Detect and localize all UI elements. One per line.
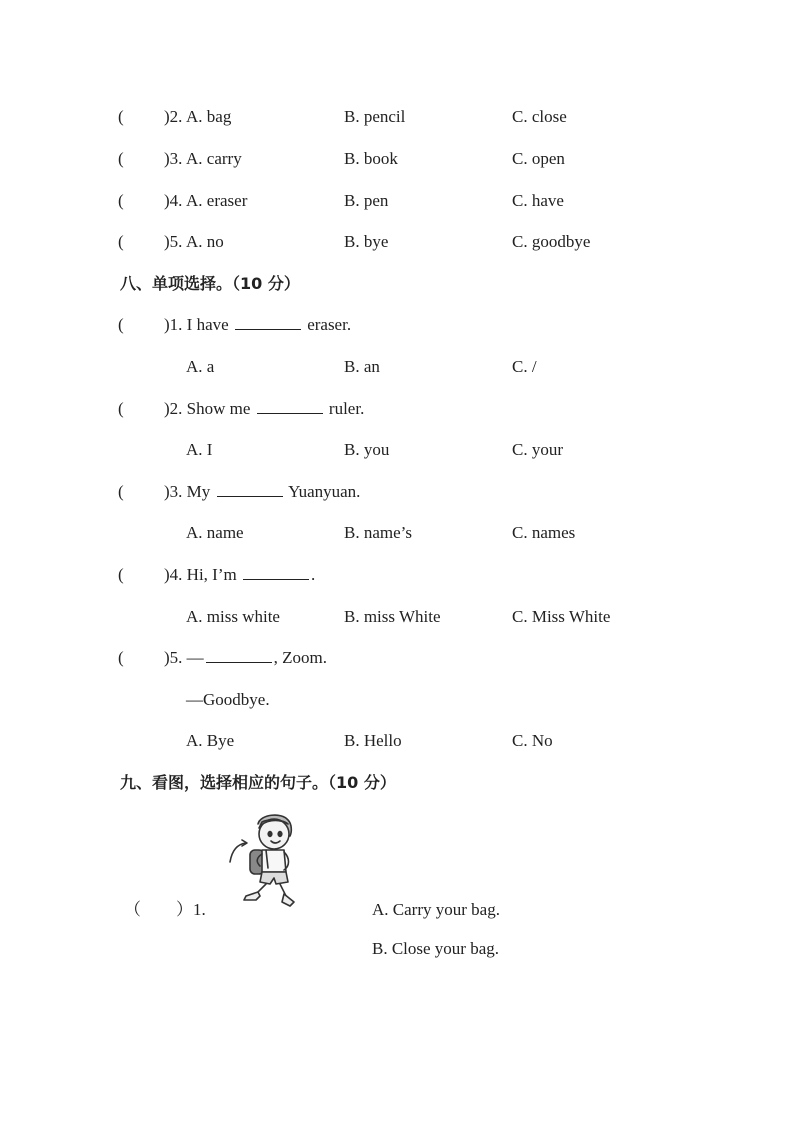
option-a: A. eraser [186, 191, 248, 210]
question-row [0, 189, 793, 213]
answer-paren: ( [118, 191, 124, 210]
sentence-start: Show me [186, 399, 251, 418]
option-a: A. miss white [186, 607, 280, 626]
question-sentence [164, 563, 315, 587]
options-row [0, 438, 793, 462]
answer-paren: （ [124, 900, 141, 919]
option-a: A. Carry your bag. [372, 900, 500, 919]
sentence-end: , Zoom. [273, 648, 328, 667]
option-c: C. / [512, 357, 537, 376]
question-number: )5. [164, 232, 183, 251]
option-b: B. Hello [344, 731, 402, 750]
sentence-start: I have [186, 315, 229, 334]
option-b: B. an [344, 357, 380, 376]
question-sentence [164, 480, 360, 504]
answer-paren: ( [118, 482, 124, 501]
question-sentence [164, 646, 327, 670]
fill-blank [235, 314, 301, 330]
question-number: )2. [164, 107, 183, 126]
option-c: C. your [512, 440, 563, 459]
option-b: B. Close your bag. [372, 939, 500, 958]
option-c: C. have [512, 191, 564, 210]
question-row [0, 105, 793, 129]
option-c: C. close [512, 107, 567, 126]
option-b: B. you [344, 440, 390, 459]
question-row [0, 147, 793, 171]
question-number: )5. [164, 648, 183, 667]
question-number: ）1. [176, 900, 206, 919]
option-b: B. book [344, 149, 398, 168]
options-row [0, 521, 793, 545]
option-a: A. no [186, 232, 224, 251]
picture-question-row [0, 898, 793, 922]
question-sentence [164, 397, 364, 421]
picture-option-row [0, 937, 793, 961]
option-a: A. carry [186, 149, 242, 168]
sentence-start: Hi, I’m [186, 565, 237, 584]
fill-blank [217, 481, 283, 497]
dialogue-reply: —Goodbye. [186, 690, 270, 709]
question-number: )2. [164, 399, 183, 418]
question-number: )3. [164, 149, 183, 168]
reply-line [0, 688, 793, 712]
option-c: C. Miss White [512, 607, 611, 626]
option-b: B. name’s [344, 523, 412, 542]
option-a: A. Bye [186, 731, 235, 750]
section-heading: 九、看图，选择相应的句子。（10 分） [120, 773, 396, 792]
sentence-end: ruler. [328, 399, 365, 418]
fill-blank [206, 647, 272, 663]
option-c: C. No [512, 731, 553, 750]
answer-paren: ( [118, 315, 124, 334]
answer-paren: ( [118, 149, 124, 168]
sentence-end: eraser. [307, 315, 352, 334]
question-sentence [164, 313, 351, 337]
question-row [0, 397, 793, 421]
answer-paren: ( [118, 107, 124, 126]
options-row [0, 729, 793, 753]
options-row [0, 605, 793, 629]
option-b: B. bye [344, 232, 389, 251]
fill-blank [243, 564, 309, 580]
sentence-end: . [310, 565, 316, 584]
question-number: )1. [164, 315, 183, 334]
answer-paren: ( [118, 232, 124, 251]
option-a: A. name [186, 523, 244, 542]
option-c: C. open [512, 149, 565, 168]
answer-paren: ( [118, 565, 124, 584]
answer-paren: ( [118, 648, 124, 667]
option-b: B. pencil [344, 107, 406, 126]
options-row [0, 355, 793, 379]
section-heading: 八、单项选择。（10 分） [120, 274, 300, 293]
question-number: )4. [164, 565, 183, 584]
question-row [0, 230, 793, 254]
option-b: B. miss White [344, 607, 441, 626]
option-c: C. names [512, 523, 576, 542]
boy-carrying-bag-illustration [222, 810, 302, 912]
sentence-start: — [186, 648, 204, 667]
question-number: )4. [164, 191, 183, 210]
option-a: A. I [186, 440, 213, 459]
fill-blank [257, 398, 323, 414]
question-row [0, 313, 793, 337]
question-row [0, 646, 793, 670]
option-b: B. pen [344, 191, 389, 210]
option-c: C. goodbye [512, 232, 591, 251]
sentence-end: Yuanyuan. [288, 482, 361, 501]
answer-paren: ( [118, 399, 124, 418]
option-a: A. a [186, 357, 215, 376]
sentence-start: My [186, 482, 211, 501]
question-row [0, 563, 793, 587]
option-a: A. bag [186, 107, 232, 126]
question-row [0, 480, 793, 504]
question-number: )3. [164, 482, 183, 501]
